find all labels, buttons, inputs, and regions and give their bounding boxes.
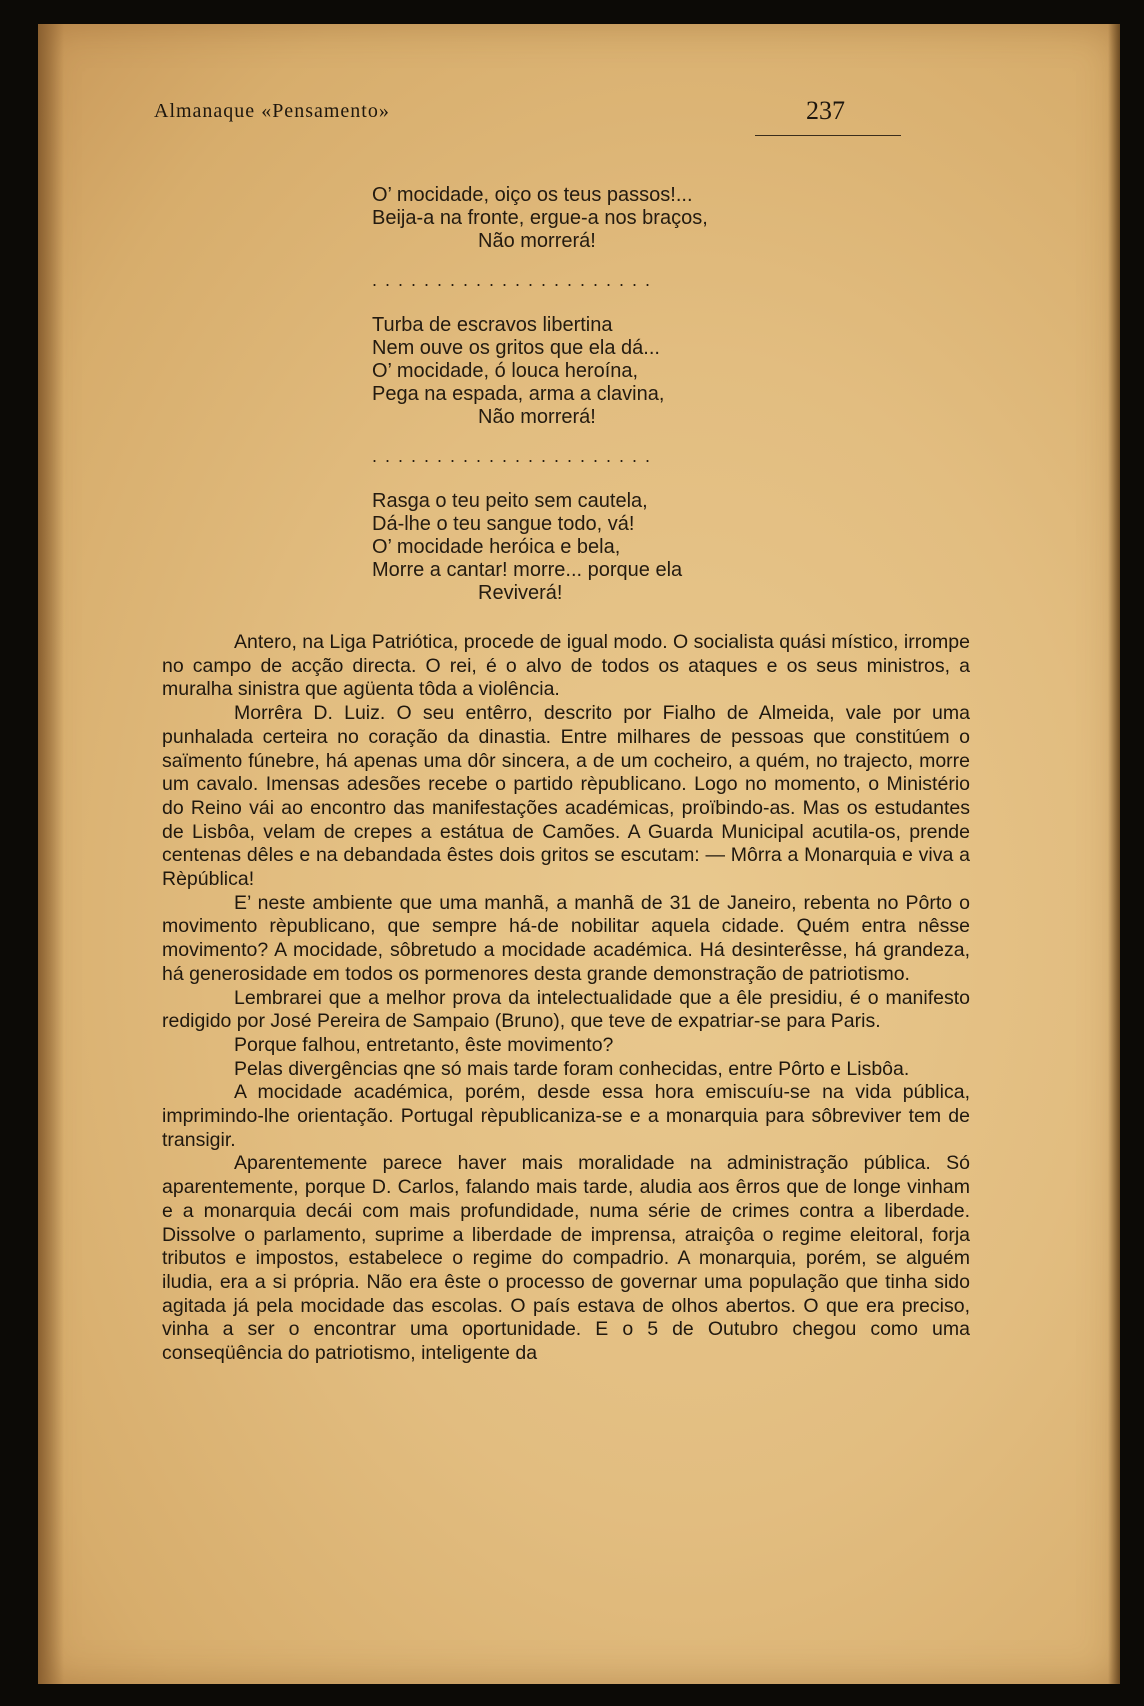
verse-line: Rasga o teu peito sem cautela,	[372, 490, 648, 512]
page-number: 237	[806, 96, 845, 125]
page-edge-shadow	[1108, 24, 1120, 1684]
paragraph: A mocidade académica, porém, desde essa hora emiscuíu-se na vida pública, imprimindo-lhe orientação. Portugal rèpublicaniza-se e a monarquia para sôbreviver tem de transigir.	[162, 1081, 970, 1151]
stanza-1	[372, 184, 792, 253]
verse-line: Nem ouve os gritos que ela dá...	[372, 337, 660, 359]
paragraph: Pelas divergências qne só mais tarde foram conhecidas, entre Pôrto e Lisbôa.	[234, 1057, 910, 1080]
verse-line: Pega na espada, arma a clavina,	[372, 383, 665, 405]
verse-line: Beija-a na fronte, ergue-a nos braços,	[372, 207, 708, 229]
header-rule	[755, 135, 901, 136]
verse-refrain: Não morrerá!	[478, 230, 596, 252]
book-gutter-shadow	[38, 24, 64, 1684]
verse-line: Turba de escravos libertina	[372, 314, 613, 336]
paragraph: Porque falhou, entretanto, êste movimento?	[234, 1033, 614, 1056]
omission-dots: ......................	[372, 270, 659, 290]
omission-dots: ......................	[372, 446, 659, 466]
verse-line: O’ mocidade, ó louca heroína,	[372, 360, 639, 382]
poem	[372, 184, 792, 631]
stanza-3	[372, 490, 792, 605]
running-header	[154, 96, 894, 136]
paragraph: Lembrarei que a melhor prova da intelectualidade que a êle presidiu, é o manifesto redigido por José Pereira de Sampaio (Bruno), que teve de expatriar-se para Paris.	[162, 986, 970, 1033]
paragraph: Aparentemente parece haver mais moralidade na administração pública. Só aparentemente, porque D. Carlos, falando mais tarde, aludia aos êrros que de longe vinham e a monarquia decái com mais profundidade, numa série de crimes contra a liberdade. Dissolve o parlamento, suprime a liberdade de imprensa, atraiçôa o regime eleitoral, forja tributos e impostos, estabelece o regime do compadrio. A monarquia, porém, se alguém iludia, era a si própria. Não era êste o processo de governar uma população que tinha sido agitada já pela mocidade das escolas. O país estava de olhos abertos. O que era preciso, vinha a ser o encontrar uma oportunidade. E o 5 de Outubro chegou como uma conseqüência do patriotismo, inteligente da	[162, 1152, 970, 1365]
body-text	[162, 631, 970, 1366]
paragraph: Antero, na Liga Patriótica, procede de igual modo. O socialista quási místico, irrompe no campo de acção directa. O rei, é o alvo de todos os ataques e os seus ministros, a muralha sinistra que agüenta tôda a violência.	[162, 631, 970, 701]
verse-line: O’ mocidade heróica e bela,	[372, 536, 621, 558]
verse-refrain: Não morrerá!	[478, 406, 596, 428]
paragraph: E’ neste ambiente que uma manhã, a manhã de 31 de Janeiro, rebenta no Pôrto o movimento rèpublicano, que sempre há-de nobilitar aquela cidade. Quém entra nêsse movimento? A mocidade, sôbretudo a mocidade académica. Há desinterêsse, há grandeza, há generosidade em todos os pormenores desta grande demonstração de patriotismo.	[162, 891, 970, 985]
verse-line: Morre a cantar! morre... porque ela	[372, 559, 683, 581]
verse-refrain: Reviverá!	[478, 582, 563, 604]
running-title: Almanaque «Pensamento»	[154, 100, 390, 122]
verse-line: O’ mocidade, oiço os teus passos!...	[372, 184, 693, 206]
paragraph: Morrêra D. Luiz. O seu entêrro, descrito por Fialho de Almeida, vale por uma punhalada certeira no coração da dinastia. Entre milhares de pessoas que constitúem o saïmento fúnebre, há apenas uma dôr sincera, a de um cocheiro, a quém, no trajecto, morre um cavalo. Imensas adesões recebe o partido rèpublicano. Logo no momento, o Ministério do Reino vái ao encontro das manifestações académicas, proïbindo-as. Mas os estudantes de Lisbôa, velam de crepes a estátua de Camões. A Guarda Municipal acutila-os, prende centenas dêles e na debandada êstes dois gritos se escutam: — Môrra a Monarquia e viva a Rèpública!	[162, 702, 970, 891]
verse-line: Dá-lhe o teu sangue todo, vá!	[372, 513, 635, 535]
stanza-2	[372, 314, 792, 429]
